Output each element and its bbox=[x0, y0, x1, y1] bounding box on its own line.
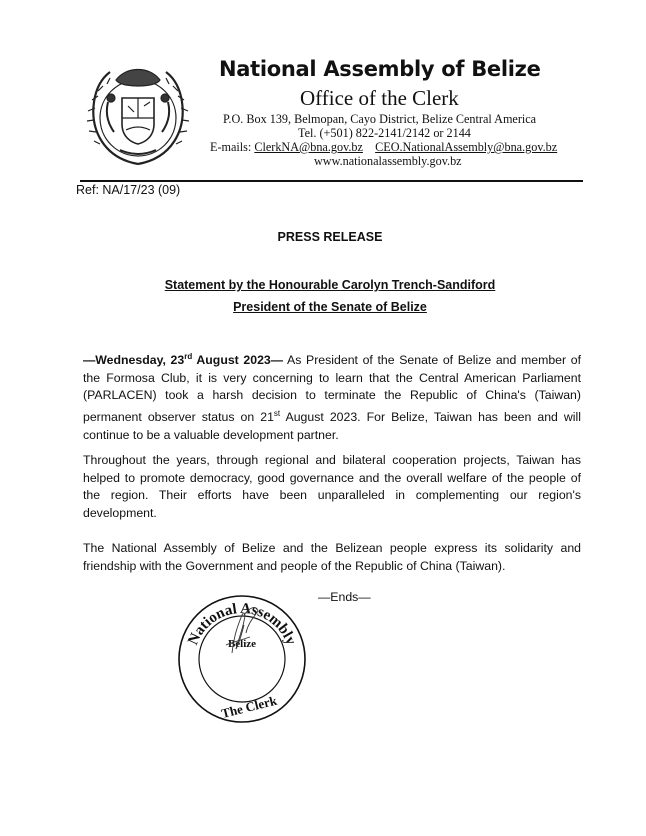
letterhead-emails bbox=[210, 140, 557, 155]
header-divider bbox=[80, 180, 583, 182]
ends-marker: —Ends— bbox=[318, 590, 371, 604]
dateline: —Wednesday, 23rd August 2023— bbox=[83, 352, 284, 368]
letterhead-website[interactable]: www.nationalassembly.gov.bz bbox=[314, 154, 462, 168]
email-ceo-link[interactable]: CEO.NationalAssembly@bna.gov.bz bbox=[375, 140, 558, 154]
email-clerk-link[interactable]: ClerkNA@bna.gov.bz bbox=[254, 140, 363, 154]
coat-of-arms-logo bbox=[86, 58, 190, 168]
letterhead-subtitle: Office of the Clerk bbox=[300, 86, 459, 110]
body-paragraph-2: Throughout the years, through regional and bilateral cooperation projects, Taiwan has helped to promote democracy, good governance and the overall welfare of the people of the region. Their efforts have been unparalleled in complementing our region's development. bbox=[83, 453, 581, 520]
stamp-bottom-text: The Clerk bbox=[219, 692, 279, 721]
body-paragraph-1: —Wednesday, 23rd August 2023— As President of the Senate of Belize and member of the Formosa Club, it is very concerning to learn that the Central American Parliament (PARLACEN) took a harsh decision to terminate the Republic of China's (Taiwan) permanent observer status on 21st August 2023. For Belize, Taiwan has been and will continue to be a valuable development partner. bbox=[83, 352, 581, 442]
press-release-heading: PRESS RELEASE bbox=[277, 230, 383, 244]
stamp-middle-text: Belize bbox=[227, 638, 257, 650]
letterhead-tel: Tel. (+501) 822-2141/2142 or 2144 bbox=[298, 126, 471, 140]
svg-text:The Clerk bbox=[220, 693, 279, 721]
emails-label: E-mails: bbox=[210, 140, 252, 154]
official-stamp bbox=[172, 585, 312, 725]
statement-title-line1: Statement by the Honourable Carolyn Trench-Sandiford bbox=[164, 278, 496, 292]
reference-number: Ref: NA/17/23 (09) bbox=[76, 183, 181, 197]
letterhead-address: P.O. Box 139, Belmopan, Cayo District, Belize Central America bbox=[223, 112, 537, 126]
statement-title-line2: President of the Senate of Belize bbox=[233, 300, 427, 314]
letterhead-title: National Assembly of Belize bbox=[219, 57, 541, 81]
stamp-top-text: National Assembly bbox=[185, 600, 299, 648]
body-paragraph-3: The National Assembly of Belize and the Belizean people express its solidarity and friendship with the Government and people of the Republic of China (Taiwan). bbox=[83, 541, 581, 573]
